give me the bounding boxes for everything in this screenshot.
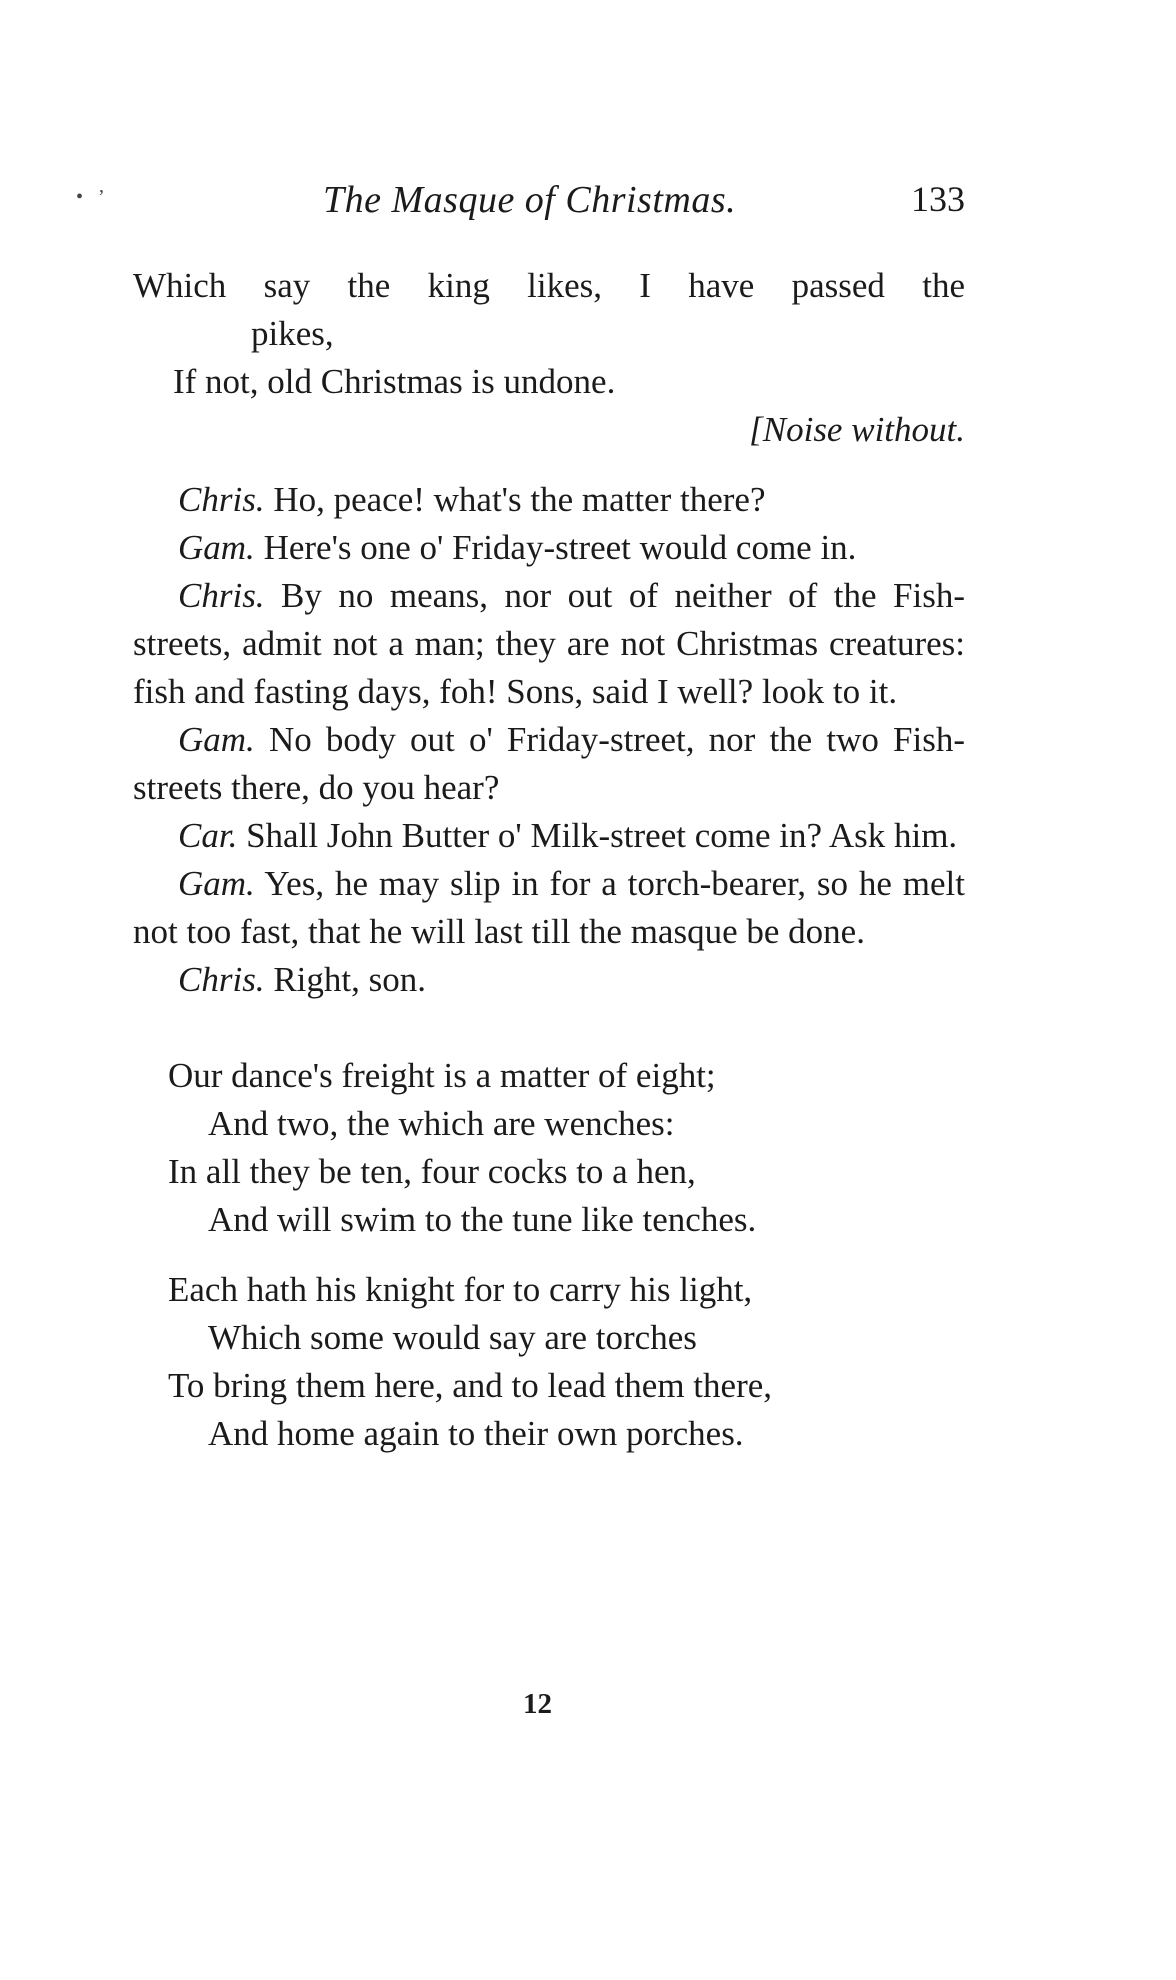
song-verse (168, 1052, 965, 1458)
speaker-name: Car. (178, 816, 238, 855)
verse-line: In all they be ten, four cocks to a hen, (168, 1152, 696, 1191)
verse-line: And two, the which are wenches: (208, 1104, 675, 1143)
verse-line: Which some would say are torches (208, 1318, 697, 1357)
verse-line: Our dance's freight is a matter of eight; (168, 1056, 716, 1095)
dialogue-paragraph (133, 572, 965, 716)
spacer (168, 1244, 965, 1266)
speaker-name: Chris. (178, 960, 265, 999)
text-line: Which say the king likes, I have passed the (133, 266, 965, 305)
dialogue-text: Right, son. (264, 960, 426, 999)
body-text (133, 262, 965, 1458)
spacer (133, 1004, 965, 1052)
speaker-name: Gam. (178, 720, 255, 759)
dialogue-text: By no means, nor out of neither of the Fish-streets, admit not a man; they are not Christmas creatures: fish and fasting days, foh! Sons, said I well? look to it. (133, 576, 965, 711)
dialogue-paragraph (133, 956, 965, 1004)
speaker-name: Gam. (178, 864, 255, 903)
dialogue-paragraph (133, 476, 965, 524)
dialogue-paragraph (133, 524, 965, 572)
page-number: 133 (911, 179, 965, 219)
running-title: The Masque of Christmas. (323, 179, 737, 221)
verse-line: To bring them here, and to lead them there, (168, 1366, 773, 1405)
page-header (133, 178, 965, 230)
text-line: If not, old Christmas is undone. (173, 362, 616, 401)
verse-line: And home again to their own porches. (208, 1414, 744, 1453)
speaker-name: Gam. (178, 528, 255, 567)
stage-direction: [Noise without. (749, 410, 965, 449)
dialogue-paragraph (133, 812, 965, 860)
verse-line: Each hath his knight for to carry his light, (168, 1270, 753, 1309)
dialogue-paragraph (133, 716, 965, 812)
speaker-name: Chris. (178, 576, 265, 615)
dialogue-text: Yes, he may slip in for a torch-bearer, so he melt not too fast, that he will last till the masque be done. (133, 864, 965, 951)
verse-line: And will swim to the tune like tenches. (208, 1200, 757, 1239)
dialogue-text: Ho, peace! what's the matter there? (264, 480, 766, 519)
signature-mark: 12 (523, 1688, 552, 1720)
dialogue-paragraph (133, 860, 965, 956)
dialogue-text: No body out o' Friday-street, nor the two Fish-streets there, do you hear? (133, 720, 965, 807)
margin-specks: • ’ (76, 186, 105, 208)
spacer (133, 454, 965, 476)
dialogue-text: Here's one o' Friday-street would come in. (254, 528, 857, 567)
dialogue-text: Shall John Butter o' Milk-street come in? Ask him. (237, 816, 958, 855)
text-line: pikes, (251, 314, 334, 353)
speaker-name: Chris. (178, 480, 265, 519)
